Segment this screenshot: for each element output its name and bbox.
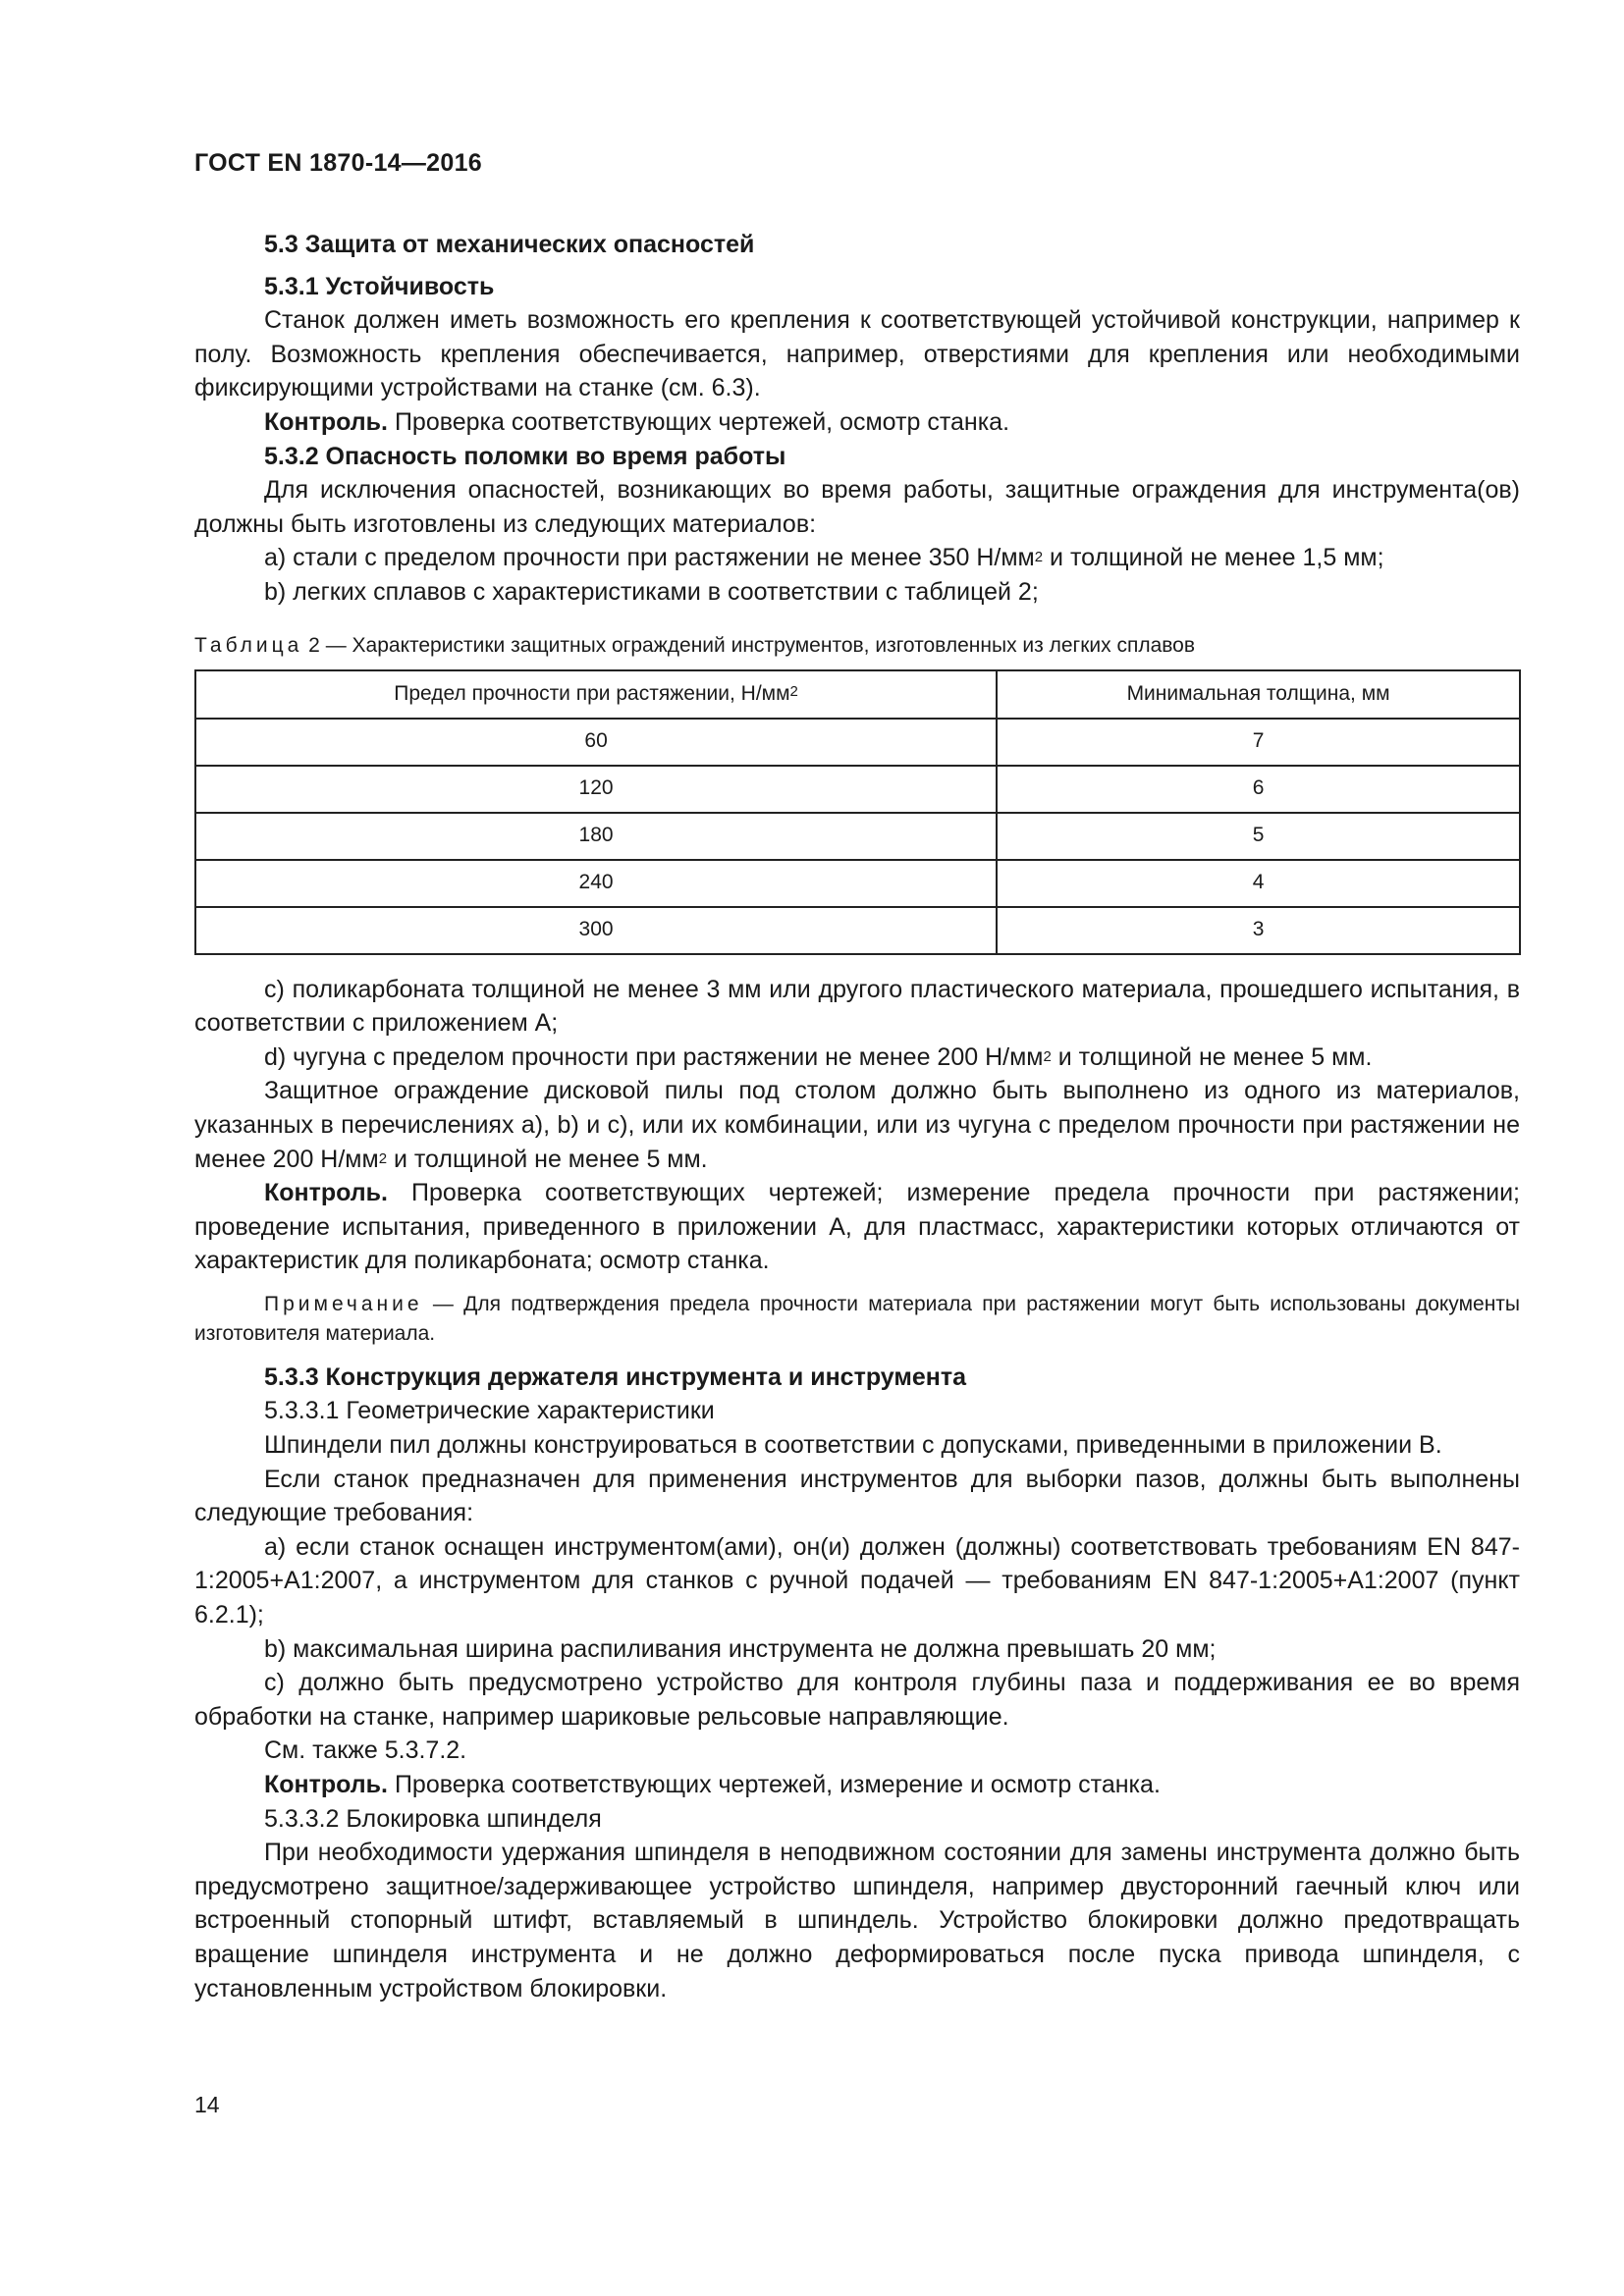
paragraph-disc-saw-guard: [194, 1074, 1520, 1176]
control-label: Контроль.: [264, 407, 388, 436]
spacer: [194, 262, 1520, 270]
control-paragraph-5-3-1: [194, 405, 1520, 440]
section-heading-5-3: 5.3 Защита от механических опасностей: [264, 231, 755, 258]
list-item-b: b) легких сплавов с характеристиками в соответствии с таблицей 2;: [264, 577, 1039, 606]
note-label: Примечание: [264, 1292, 423, 1315]
table-caption-label: Таблица: [194, 633, 303, 657]
superscript: 2: [378, 1149, 388, 1167]
table-header-thickness: Минимальная толщина, мм: [997, 670, 1520, 719]
table-header-row: [195, 670, 1520, 719]
disc-guard-tail: и толщиной не менее 5 мм.: [387, 1145, 708, 1173]
list-item-a-text: а) стали с пределом прочности при растяжении не менее 350 Н/мм: [264, 544, 1035, 572]
table-cell-strength: 120: [195, 766, 997, 813]
table-cell-thickness: 5: [997, 813, 1520, 860]
table-row: [195, 766, 1520, 813]
table-row: [195, 813, 1520, 860]
superscript: 2: [1034, 549, 1044, 566]
document-header: ГОСТ EN 1870-14—2016: [194, 149, 482, 177]
table-cell-thickness: 3: [997, 907, 1520, 954]
table-cell-thickness: 7: [997, 719, 1520, 766]
list-item-d-tail: и толщиной не менее 5 мм.: [1051, 1042, 1373, 1071]
paragraph-5-3-3-1-a: Шпиндели пил должны конструироваться в соответствии с допусками, приведенными в приложении В.: [264, 1431, 1442, 1460]
paragraph-5-3-1: Станок должен иметь возможность его крепления к соответствующей устойчивой конструкции, например к полу. Возможность крепления обеспечивается, например, отверстиями для крепления или необходимыми фиксирующими устройствами на станке (см. 6.3).: [194, 306, 1520, 402]
list-item-c: с) поликарбоната толщиной не менее 3 мм или другого пластического материала, прошедшего испытания, в соответствии с приложением А;: [194, 975, 1520, 1038]
control-text: Проверка соответствующих чертежей, осмотр станка.: [388, 407, 1010, 436]
table-caption-text: 2 — Характеристики защитных ограждений инструментов, изготовленных из легких сплавов: [302, 633, 1196, 657]
list-item-a: [194, 541, 1520, 575]
subsection-heading-5-3-3-1: 5.3.3.1 Геометрические характеристики: [264, 1397, 715, 1425]
list-item-d-text: d) чугуна с пределом прочности при растяжении не менее 200 Н/мм: [264, 1042, 1044, 1071]
table-cell-strength: 300: [195, 907, 997, 954]
section-heading-5-3-1: 5.3.1 Устойчивость: [264, 272, 495, 300]
data-table: [194, 669, 1521, 955]
paragraph-5-3-3-1-b: Если станок предназначен для применения инструментов для выборки пазов, должны быть выполнены следующие требования:: [194, 1465, 1520, 1527]
control-paragraph-5-3-2: [194, 1176, 1520, 1278]
list-item-c: с) должно быть предусмотрено устройство для контроля глубины паза и поддерживания ее во время обработки на станке, например шариковые рельсовые направляющие.: [194, 1669, 1520, 1731]
see-also: См. также 5.3.7.2.: [264, 1736, 467, 1765]
paragraph-5-3-3-2: При необходимости удержания шпинделя в неподвижном состоянии для замены инструмента должно быть предусмотрено защитное/задерживающее устройство шпинделя, например двусторонний гаечный ключ или встроенный стопорный штифт, вставляемый в шпиндель. Устройство блокировки должно предотвращать вращение шпинделя инструмента и не должно деформироваться после пуска привода шпинделя, с установленным устройством блокировки.: [194, 1839, 1520, 2002]
superscript: 2: [1043, 1047, 1052, 1065]
page-number: 14: [194, 2092, 220, 2117]
table-caption: [194, 631, 1520, 661]
control-label: Контроль.: [264, 1179, 388, 1207]
document-body: [194, 228, 1520, 2005]
table-cell-thickness: 6: [997, 766, 1520, 813]
disc-guard-text: Защитное ограждение дисковой пилы под столом должно быть выполнено из одного из материалов, указанных в перечислениях а), b) и с), или их комбинации, или из чугуна с пределом прочности при растяжении не менее 200 Н/мм: [194, 1077, 1520, 1173]
control-text: Проверка соответствующих чертежей, измерение и осмотр станка.: [388, 1771, 1161, 1798]
table-header-strength: [195, 670, 997, 719]
table-cell-strength: 60: [195, 719, 997, 766]
list-item-a: а) если станок оснащен инструментом(ами), он(и) должен (должны) соответствовать требованиям EN 847-1:2005+A1:2007, а инструментом для станков с ручной подачей — требованиям EN 847-1:2005+A1:2007 (пункт 6.2.1);: [194, 1532, 1520, 1629]
table-row: [195, 719, 1520, 766]
list-item-a-tail: и толщиной не менее 1,5 мм;: [1043, 544, 1384, 572]
table-row: [195, 860, 1520, 907]
control-label: Контроль.: [264, 1771, 388, 1798]
control-paragraph-5-3-3-1: [194, 1768, 1520, 1802]
table-cell-thickness: 4: [997, 860, 1520, 907]
superscript: 2: [789, 682, 798, 700]
section-heading-5-3-2: 5.3.2 Опасность поломки во время работы: [264, 442, 786, 470]
list-item-d: [194, 1041, 1520, 1075]
note-text: — Для подтверждения предела прочности материала при растяжении могут быть использованы документы изготовителя материала.: [194, 1292, 1520, 1345]
table-row: [195, 907, 1520, 954]
paragraph-5-3-2-intro: Для исключения опасностей, возникающих во время работы, защитные ограждения для инструмента(ов) должны быть изготовлены из следующих материалов:: [194, 476, 1520, 538]
table-cell-strength: 240: [195, 860, 997, 907]
section-heading-5-3-3: 5.3.3 Конструкция держателя инструмента и инструмента: [264, 1362, 966, 1391]
control-text: Проверка соответствующих чертежей; измерение предела прочности при растяжении; проведение испытания, приведенного в приложении А, для пластмасс, характеристики которых отличаются от характеристик для поликарбоната; осмотр станка.: [194, 1179, 1520, 1275]
table-cell-strength: 180: [195, 813, 997, 860]
list-item-b: b) максимальная ширина распиливания инструмента не должна превышать 20 мм;: [264, 1634, 1217, 1663]
subsection-heading-5-3-3-2: 5.3.3.2 Блокировка шпинделя: [264, 1804, 602, 1833]
header-text: Предел прочности при растяжении, Н/мм: [394, 681, 790, 705]
note-paragraph: [194, 1290, 1520, 1349]
